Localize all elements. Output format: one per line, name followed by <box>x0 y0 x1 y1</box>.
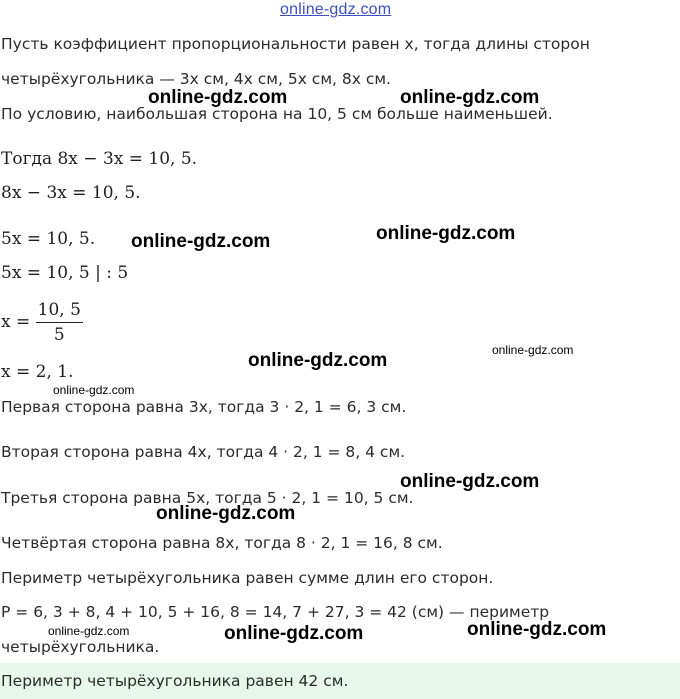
watermark: online-gdz.com <box>467 619 607 640</box>
watermark: online-gdz.com <box>400 471 540 492</box>
equation-2: 8x − 3x = 10, 5. <box>1 183 141 203</box>
watermark: online-gdz.com <box>48 624 130 638</box>
watermark: online-gdz.com <box>248 350 388 371</box>
text-perimeter-end: четырёхугольника. <box>1 638 160 656</box>
text-side-1: Первая сторона равна 3x, тогда 3 · 2, 1 = 6, 3 см. <box>1 398 407 416</box>
watermark: online-gdz.com <box>376 223 516 244</box>
text-line-3: По условию, наибольшая сторона на 10, 5 см больше наименьшей. <box>1 105 553 123</box>
watermark: online-gdz.com <box>492 343 574 357</box>
watermark: online-gdz.com <box>148 87 288 108</box>
equation-3: 5x = 10, 5. <box>1 229 96 249</box>
text-line-1: Пусть коэффициент пропорциональности равен x, тогда длины сторон <box>1 35 590 53</box>
watermark: online-gdz.com <box>131 231 271 252</box>
equation-result: x = 2, 1. <box>1 362 74 382</box>
answer-box <box>0 663 680 699</box>
text-perimeter-calc: P = 6, 3 + 8, 4 + 10, 5 + 16, 8 = 14, 7 + 27, 3 = 42 (см) — периметр <box>1 603 550 621</box>
text-perimeter-rule: Периметр четырёхугольника равен сумме длин его сторон. <box>1 569 494 587</box>
text-side-4: Четвёртая сторона равна 8x, тогда 8 · 2, 1 = 16, 8 см. <box>1 534 443 552</box>
watermark: online-gdz.com <box>156 503 296 524</box>
fraction <box>36 300 83 345</box>
text-side-3: Третья сторона равна 5x, тогда 5 · 2, 1 = 10, 5 см. <box>1 489 414 507</box>
fraction-lhs: x = <box>1 312 31 332</box>
text-side-2: Вторая сторона равна 4x, тогда 4 · 2, 1 = 8, 4 см. <box>1 443 406 461</box>
equation-4: 5x = 10, 5 | : 5 <box>1 263 129 283</box>
answer-text: Периметр четырёхугольника равен 42 см. <box>1 672 349 690</box>
text-line-2: четырёхугольника — 3x см, 4x см, 5x см, 8x см. <box>1 70 391 88</box>
equation-fraction <box>1 300 83 345</box>
fraction-numerator: 10, 5 <box>36 300 83 323</box>
watermark: online-gdz.com <box>224 623 364 644</box>
equation-1: Тогда 8x − 3x = 10, 5. <box>1 149 198 169</box>
fraction-denominator: 5 <box>53 325 65 345</box>
watermark: online-gdz.com <box>53 383 135 397</box>
header-watermark-link[interactable]: online-gdz.com <box>280 1 392 18</box>
watermark: online-gdz.com <box>400 87 540 108</box>
